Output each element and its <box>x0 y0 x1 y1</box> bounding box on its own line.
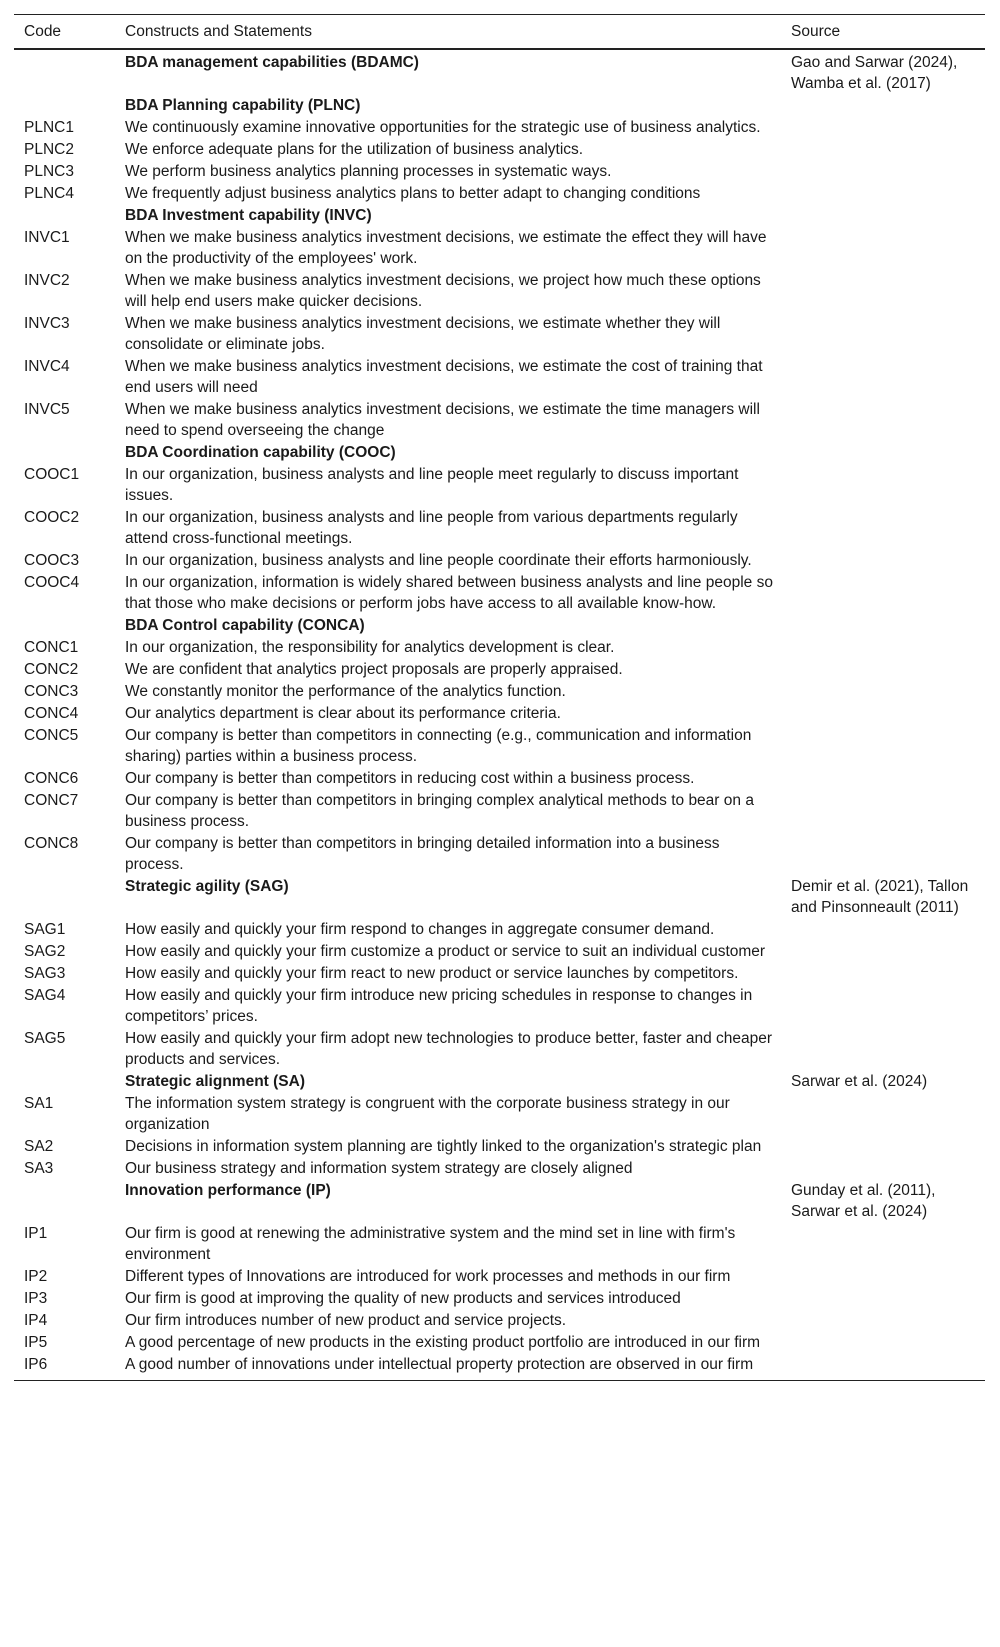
table-row <box>14 139 985 161</box>
item-statement: Our firm introduces number of new product and service projects. <box>125 1312 567 1329</box>
item-source <box>781 183 985 205</box>
table-row <box>14 725 985 768</box>
table-row <box>14 507 985 550</box>
table-row <box>14 1093 985 1136</box>
item-source <box>781 790 985 833</box>
table-row <box>14 1223 985 1266</box>
item-source <box>781 399 985 442</box>
item-statement: We frequently adjust business analytics plans to better adapt to changing conditions <box>125 185 701 202</box>
item-code: IP1 <box>24 1225 48 1242</box>
table-row <box>14 1028 985 1071</box>
item-source <box>781 117 985 139</box>
table-body <box>14 49 985 1381</box>
item-code: SA2 <box>24 1138 54 1155</box>
item-code <box>14 1180 115 1223</box>
item-code: CONC1 <box>24 639 79 656</box>
item-code: CONC2 <box>24 661 79 678</box>
item-statement: How easily and quickly your firm react to new product or service launches by competitors. <box>125 965 739 982</box>
item-code: SAG5 <box>24 1030 66 1047</box>
item-source <box>781 681 985 703</box>
header-source: Source <box>781 15 985 50</box>
item-statement: When we make business analytics investment decisions, we project how much these options will help end users make quicker decisions. <box>125 272 761 310</box>
item-statement: Our business strategy and information system strategy are closely aligned <box>125 1160 633 1177</box>
header-statement: Constructs and Statements <box>115 15 781 50</box>
item-code: PLNC4 <box>24 185 74 202</box>
table-row <box>14 1288 985 1310</box>
item-source: Demir et al. (2021), Tallon and Pinsonneault (2011) <box>791 878 969 916</box>
item-code <box>14 95 115 117</box>
item-statement: BDA Investment capability (INVC) <box>125 207 372 224</box>
item-source <box>781 1266 985 1288</box>
header-code: Code <box>14 15 115 50</box>
item-statement: How easily and quickly your firm introduce new pricing schedules in response to changes in competitors’ prices. <box>125 987 753 1025</box>
item-statement: In our organization, the responsibility for analytics development is clear. <box>125 639 615 656</box>
item-source <box>781 963 985 985</box>
construct-heading-row <box>14 442 985 464</box>
item-source <box>781 464 985 507</box>
item-source <box>781 1158 985 1180</box>
constructs-table-container <box>14 14 985 1381</box>
table-row <box>14 703 985 725</box>
item-source <box>781 227 985 270</box>
item-statement: In our organization, business analysts and line people coordinate their efforts harmoniously. <box>125 552 752 569</box>
item-source <box>781 833 985 876</box>
item-source <box>781 1332 985 1354</box>
table-row <box>14 637 985 659</box>
table-row <box>14 399 985 442</box>
construct-heading-row <box>14 49 985 95</box>
item-statement: We are confident that analytics project proposals are properly appraised. <box>125 661 623 678</box>
item-statement: BDA Control capability (CONCA) <box>125 617 365 634</box>
item-code <box>14 442 115 464</box>
construct-heading-row <box>14 1071 985 1093</box>
table-row <box>14 681 985 703</box>
item-source <box>781 768 985 790</box>
table-row <box>14 270 985 313</box>
item-code <box>14 205 115 227</box>
item-code: INVC4 <box>24 358 70 375</box>
item-statement: Our company is better than competitors in connecting (e.g., communication and information sharing) parties within a business process. <box>125 727 752 765</box>
item-source: Gunday et al. (2011), Sarwar et al. (2024) <box>791 1182 936 1220</box>
item-source <box>781 139 985 161</box>
table-row <box>14 963 985 985</box>
item-source <box>781 507 985 550</box>
item-statement: Our company is better than competitors in reducing cost within a business process. <box>125 770 695 787</box>
item-source <box>781 1310 985 1332</box>
table-row <box>14 356 985 399</box>
item-source <box>781 1354 985 1381</box>
table-row <box>14 941 985 963</box>
item-statement: We continuously examine innovative opportunities for the strategic use of business analytics. <box>125 119 761 136</box>
item-code: CONC3 <box>24 683 79 700</box>
item-statement: BDA management capabilities (BDAMC) <box>125 54 419 71</box>
item-source <box>781 442 985 464</box>
item-statement: How easily and quickly your firm adopt new technologies to produce better, faster and cheaper products and services. <box>125 1030 773 1068</box>
item-statement: When we make business analytics investment decisions, we estimate the cost of training that end users will need <box>125 358 763 396</box>
item-statement: When we make business analytics investment decisions, we estimate the effect they will have on the productivity of the employees' work. <box>125 229 767 267</box>
table-row <box>14 833 985 876</box>
item-source <box>781 95 985 117</box>
table-row <box>14 790 985 833</box>
item-statement: Our company is better than competitors in bringing complex analytical methods to bear on a business process. <box>125 792 754 830</box>
table-row <box>14 768 985 790</box>
item-code: CONC5 <box>24 727 79 744</box>
item-statement: When we make business analytics investment decisions, we estimate the time managers will need to spend overseeing the change <box>125 401 760 439</box>
table-row <box>14 1332 985 1354</box>
construct-heading-row <box>14 205 985 227</box>
item-statement: We perform business analytics planning processes in systematic ways. <box>125 163 612 180</box>
construct-heading-row <box>14 876 985 919</box>
item-source <box>781 615 985 637</box>
item-code: INVC1 <box>24 229 70 246</box>
item-code: COOC3 <box>24 552 80 569</box>
item-source <box>781 919 985 941</box>
item-code: IP2 <box>24 1268 48 1285</box>
item-statement: In our organization, information is widely shared between business analysts and line people so that those who make decisions or perform jobs have access to all available know-how. <box>125 574 773 612</box>
item-statement: Innovation performance (IP) <box>125 1182 331 1199</box>
item-code: SAG3 <box>24 965 66 982</box>
item-statement: Strategic agility (SAG) <box>125 878 289 895</box>
item-code: SA1 <box>24 1095 54 1112</box>
item-source <box>781 941 985 963</box>
table-row <box>14 464 985 507</box>
item-code <box>14 1071 115 1093</box>
item-code: INVC2 <box>24 272 70 289</box>
table-row <box>14 919 985 941</box>
table-row <box>14 1136 985 1158</box>
item-statement: Our firm is good at improving the quality of new products and services introduced <box>125 1290 681 1307</box>
item-code: IP3 <box>24 1290 48 1307</box>
item-code: IP4 <box>24 1312 48 1329</box>
header-row <box>14 15 985 50</box>
item-statement: How easily and quickly your firm customize a product or service to suit an individual customer <box>125 943 766 960</box>
item-statement: A good percentage of new products in the existing product portfolio are introduced in our firm <box>125 1334 761 1351</box>
item-statement: Our firm is good at renewing the administrative system and the mind set in line with firm's environment <box>125 1225 736 1263</box>
item-statement: BDA Coordination capability (COOC) <box>125 444 396 461</box>
item-code: COOC2 <box>24 509 80 526</box>
item-statement: When we make business analytics investment decisions, we estimate whether they will consolidate or eliminate jobs. <box>125 315 721 353</box>
table-row <box>14 985 985 1028</box>
table-row <box>14 117 985 139</box>
item-code: COOC4 <box>24 574 80 591</box>
item-source <box>781 205 985 227</box>
item-statement: Strategic alignment (SA) <box>125 1073 305 1090</box>
item-source <box>781 985 985 1028</box>
table-header <box>14 15 985 50</box>
table-row <box>14 550 985 572</box>
item-statement: We enforce adequate plans for the utilization of business analytics. <box>125 141 584 158</box>
item-statement: A good number of innovations under intellectual property protection are observed in our firm <box>115 1354 781 1381</box>
table-row <box>14 1266 985 1288</box>
item-code: SAG2 <box>24 943 66 960</box>
construct-heading-row <box>14 95 985 117</box>
table-row <box>14 1310 985 1332</box>
item-code: SAG1 <box>24 921 66 938</box>
item-source: Sarwar et al. (2024) <box>791 1073 928 1090</box>
item-code: INVC5 <box>24 401 70 418</box>
table-row <box>14 313 985 356</box>
item-statement: Our company is better than competitors in bringing detailed information into a business process. <box>125 835 720 873</box>
table-row <box>14 183 985 205</box>
item-code: INVC3 <box>24 315 70 332</box>
item-code <box>14 876 115 919</box>
item-source <box>781 270 985 313</box>
item-source <box>781 703 985 725</box>
item-source <box>781 1288 985 1310</box>
item-statement: Our analytics department is clear about its performance criteria. <box>125 705 561 722</box>
table-row <box>14 227 985 270</box>
item-code <box>14 615 115 637</box>
item-statement: We constantly monitor the performance of the analytics function. <box>125 683 566 700</box>
item-code: CONC8 <box>24 835 79 852</box>
item-statement: In our organization, business analysts and line people from various departments regularly attend cross-functional meetings. <box>125 509 738 547</box>
item-code: SA3 <box>24 1160 54 1177</box>
item-source <box>781 1223 985 1266</box>
item-statement: How easily and quickly your firm respond to changes in aggregate consumer demand. <box>125 921 715 938</box>
item-code: CONC4 <box>24 705 79 722</box>
item-statement: Different types of Innovations are introduced for work processes and methods in our firm <box>125 1268 731 1285</box>
item-statement: Decisions in information system planning are tightly linked to the organization's strategic plan <box>125 1138 762 1155</box>
item-code: SAG4 <box>24 987 66 1004</box>
table-row <box>14 161 985 183</box>
item-source: Gao and Sarwar (2024), Wamba et al. (2017) <box>791 54 958 92</box>
item-code: COOC1 <box>24 466 80 483</box>
item-source <box>781 637 985 659</box>
item-code: CONC6 <box>24 770 79 787</box>
item-source <box>781 1028 985 1071</box>
constructs-table <box>14 14 985 1381</box>
item-statement: BDA Planning capability (PLNC) <box>125 97 361 114</box>
item-code: PLNC3 <box>24 163 74 180</box>
table-row <box>14 572 985 615</box>
item-source <box>781 313 985 356</box>
table-row <box>14 1158 985 1180</box>
construct-heading-row <box>14 615 985 637</box>
item-source <box>781 1136 985 1158</box>
item-code: PLNC2 <box>24 141 74 158</box>
item-source <box>781 572 985 615</box>
item-source <box>781 1093 985 1136</box>
item-source <box>781 356 985 399</box>
item-source <box>781 725 985 768</box>
item-source <box>781 550 985 572</box>
construct-heading-row <box>14 1180 985 1223</box>
item-code: PLNC1 <box>24 119 74 136</box>
table-row <box>14 1354 985 1381</box>
item-statement: In our organization, business analysts and line people meet regularly to discuss important issues. <box>125 466 739 504</box>
item-statement: The information system strategy is congruent with the corporate business strategy in our organization <box>125 1095 730 1133</box>
item-code: CONC7 <box>24 792 79 809</box>
item-source <box>781 161 985 183</box>
table-row <box>14 659 985 681</box>
item-code: IP6 <box>14 1354 115 1381</box>
item-code: IP5 <box>24 1334 48 1351</box>
item-source <box>781 659 985 681</box>
item-code <box>14 49 115 95</box>
